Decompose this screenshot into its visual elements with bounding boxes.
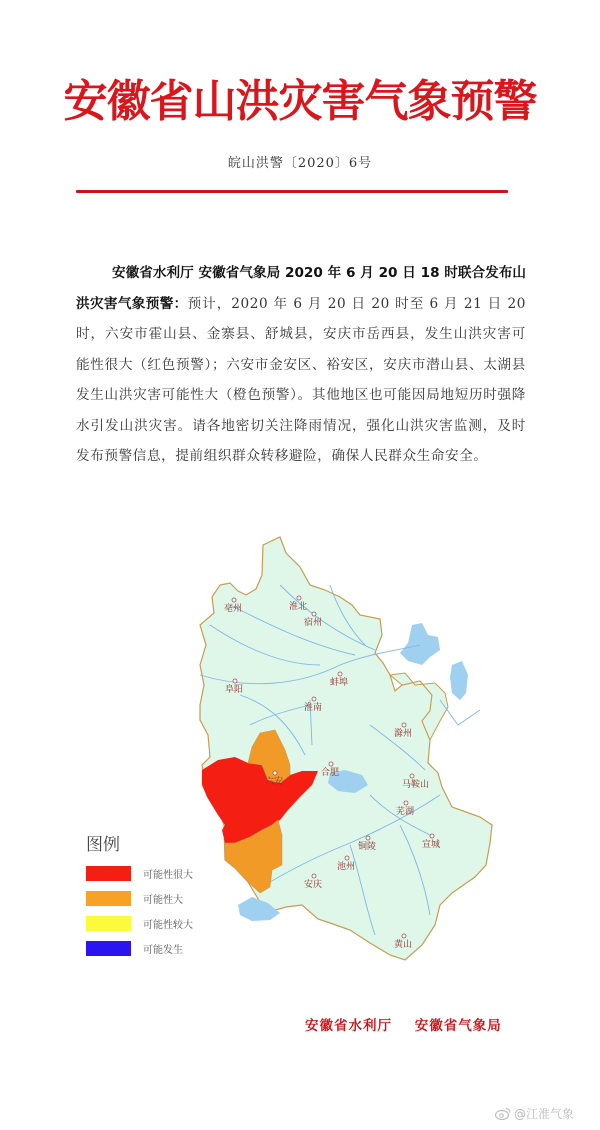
city-label: 蚌埠 bbox=[330, 678, 349, 688]
legend-swatch-yellow bbox=[86, 916, 131, 931]
city-marker-icon bbox=[312, 612, 316, 616]
map-legend bbox=[86, 830, 246, 961]
city-label: 淮南 bbox=[304, 703, 323, 713]
city-marker-icon bbox=[312, 874, 316, 878]
warning-text: 预计，2020 年 6 月 20 日 20 时至 6 月 21 日 20 时，六安市霍山县、金寨县、舒城县，安庆市岳西县，发生山洪灾害可能性很大（红色预警）；六安市金安区、裕安区，安庆市潜山县、太湖县发生山洪灾害可能性大（橙色预警）。其他地区也可能因局地短历时强降水引发山洪灾害。请各地密切关注降雨情况，强化山洪灾害监测，及时发布预警信息，提前组织群众转移避险，确保人民群众生命安全。 bbox=[76, 295, 526, 464]
document-number: 皖山洪警〔2020〕6号 bbox=[227, 156, 373, 171]
issuer-signature: 安徽省水利厅 安徽省气象局 bbox=[305, 1018, 502, 1034]
watermark-text: @江淮气象 bbox=[514, 1107, 575, 1121]
legend-swatch-orange bbox=[86, 891, 131, 906]
city-marker-icon bbox=[366, 836, 370, 840]
city-label: 宣城 bbox=[422, 840, 441, 850]
city-label: 池州 bbox=[337, 862, 356, 872]
legend-item-very-likely bbox=[86, 861, 246, 886]
city-marker-icon bbox=[312, 697, 316, 701]
legend-item-possible bbox=[86, 936, 246, 961]
city-marker-icon bbox=[232, 598, 236, 602]
city-label: 马鞍山 bbox=[402, 780, 430, 790]
city-label: 宿州 bbox=[304, 618, 323, 628]
city-label: 淮北 bbox=[289, 602, 308, 612]
city-label: 合肥 bbox=[321, 768, 340, 778]
hongze-lake bbox=[400, 623, 440, 665]
legend-label: 可能性很大 bbox=[143, 870, 193, 881]
city-label: 黄山 bbox=[394, 940, 413, 950]
city-marker-icon bbox=[345, 856, 349, 860]
city-label: 亳州 bbox=[224, 604, 243, 614]
city-label: 滁州 bbox=[394, 729, 413, 739]
city-label: 六安 bbox=[265, 777, 284, 787]
city-marker-icon bbox=[404, 801, 408, 805]
weibo-icon bbox=[495, 1107, 511, 1120]
city-marker-icon bbox=[297, 596, 301, 600]
gaoyou-lake bbox=[450, 661, 468, 700]
city-marker-icon bbox=[273, 771, 277, 775]
city-marker-icon bbox=[233, 679, 237, 683]
city-marker-icon bbox=[338, 672, 342, 676]
city-marker-icon bbox=[410, 774, 414, 778]
city-label: 铜陵 bbox=[358, 842, 377, 852]
city-marker-icon bbox=[430, 834, 434, 838]
city-label: 芜湖 bbox=[396, 807, 415, 817]
warning-body bbox=[76, 258, 526, 472]
legend-label: 可能发生 bbox=[143, 945, 183, 956]
legend-item-fairly-likely bbox=[86, 911, 246, 936]
warning-lead: 安徽省水利厅 安徽省气象局 2020 年 6 月 20 日 18 时联合发布山洪灾害气象预警： bbox=[76, 265, 526, 312]
legend-swatch-blue bbox=[86, 941, 131, 956]
legend-swatch-red bbox=[86, 866, 131, 881]
city-marker-icon bbox=[402, 934, 406, 938]
city-label: 安庆 bbox=[304, 880, 323, 890]
legend-item-likely bbox=[86, 886, 246, 911]
legend-title: 图例 bbox=[86, 835, 120, 855]
city-label: 阜阳 bbox=[225, 685, 244, 695]
header-divider bbox=[76, 190, 508, 193]
city-marker-icon bbox=[402, 723, 406, 727]
weibo-watermark bbox=[495, 1105, 574, 1122]
document-title: 安徽省山洪灾害气象预警 bbox=[63, 76, 537, 127]
legend-label: 可能性大 bbox=[143, 895, 183, 906]
city-marker-icon bbox=[329, 762, 333, 766]
legend-label: 可能性较大 bbox=[143, 920, 193, 931]
